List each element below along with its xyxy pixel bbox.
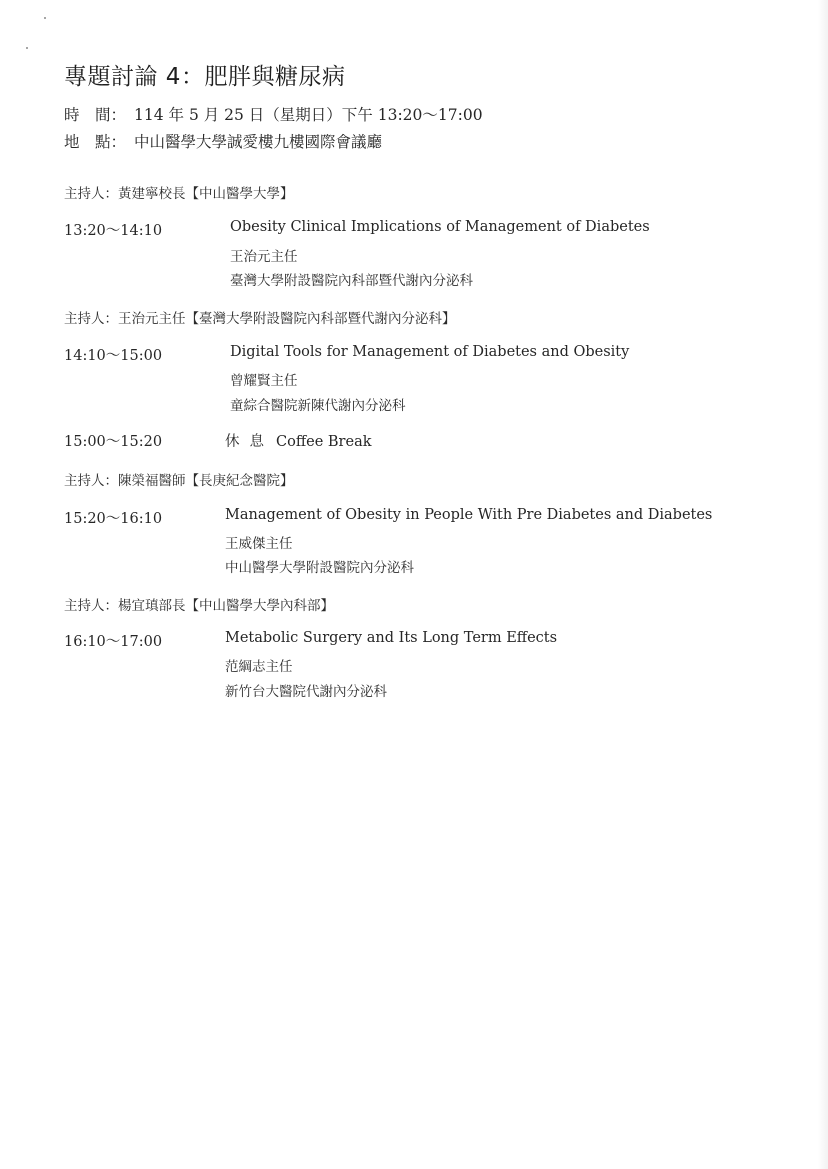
session-host: 主持人：陳榮福醫師【長庚紀念醫院】 [64, 473, 294, 489]
talk-title: Obesity Clinical Implications of Management of Diabetes [230, 219, 650, 235]
event-place-label: 地 點： [64, 133, 127, 151]
scan-speck [44, 17, 46, 19]
coffee-break [225, 430, 372, 451]
event-time-value: 114 年 5 月 25 日（星期日）下午 13:20～17:00 [134, 106, 483, 124]
session-time: 15:20～16:10 [64, 511, 163, 527]
talk-title: Digital Tools for Management of Diabetes and Obesity [230, 344, 630, 360]
speaker-name: 王治元主任 [230, 249, 298, 265]
session-time: 13:20～14:10 [64, 223, 163, 239]
talk-title: Management of Obesity in People With Pre Diabetes and Diabetes [225, 507, 713, 523]
event-place-line [64, 130, 382, 152]
session-host: 主持人：楊宜瑱部長【中山醫學大學內科部】 [64, 598, 334, 614]
event-place-value: 中山醫學大學誠愛樓九樓國際會議廳 [134, 133, 383, 151]
speaker-name: 曾耀賢主任 [230, 373, 298, 389]
scan-speck [26, 47, 28, 49]
page-title: 專題討論 4：肥胖與糖尿病 [64, 64, 346, 90]
page-edge-shadow [818, 0, 828, 1169]
talk-title: Metabolic Surgery and Its Long Term Effects [225, 630, 558, 646]
session-host: 主持人：王治元主任【臺灣大學附設醫院內科部暨代謝內分泌科】 [64, 311, 456, 327]
speaker-name: 王威傑主任 [225, 536, 293, 552]
speaker-affiliation: 臺灣大學附設醫院內科部暨代謝內分泌科 [230, 273, 473, 289]
break-label-en: Coffee Break [276, 434, 372, 450]
event-time-label: 時 間： [64, 106, 127, 124]
session-time: 14:10～15:00 [64, 348, 163, 364]
speaker-name: 范綱志主任 [225, 659, 293, 675]
speaker-affiliation: 新竹台大醫院代謝內分泌科 [225, 684, 387, 700]
session-time: 16:10～17:00 [64, 634, 163, 650]
break-label-zh: 休息 [225, 434, 274, 450]
speaker-affiliation: 童綜合醫院新陳代謝內分泌科 [230, 398, 406, 414]
event-time-line [64, 103, 483, 125]
session-host: 主持人：黃建寧校長【中山醫學大學】 [64, 186, 294, 202]
break-time: 15:00～15:20 [64, 434, 163, 450]
speaker-affiliation: 中山醫學大學附設醫院內分泌科 [225, 560, 414, 576]
